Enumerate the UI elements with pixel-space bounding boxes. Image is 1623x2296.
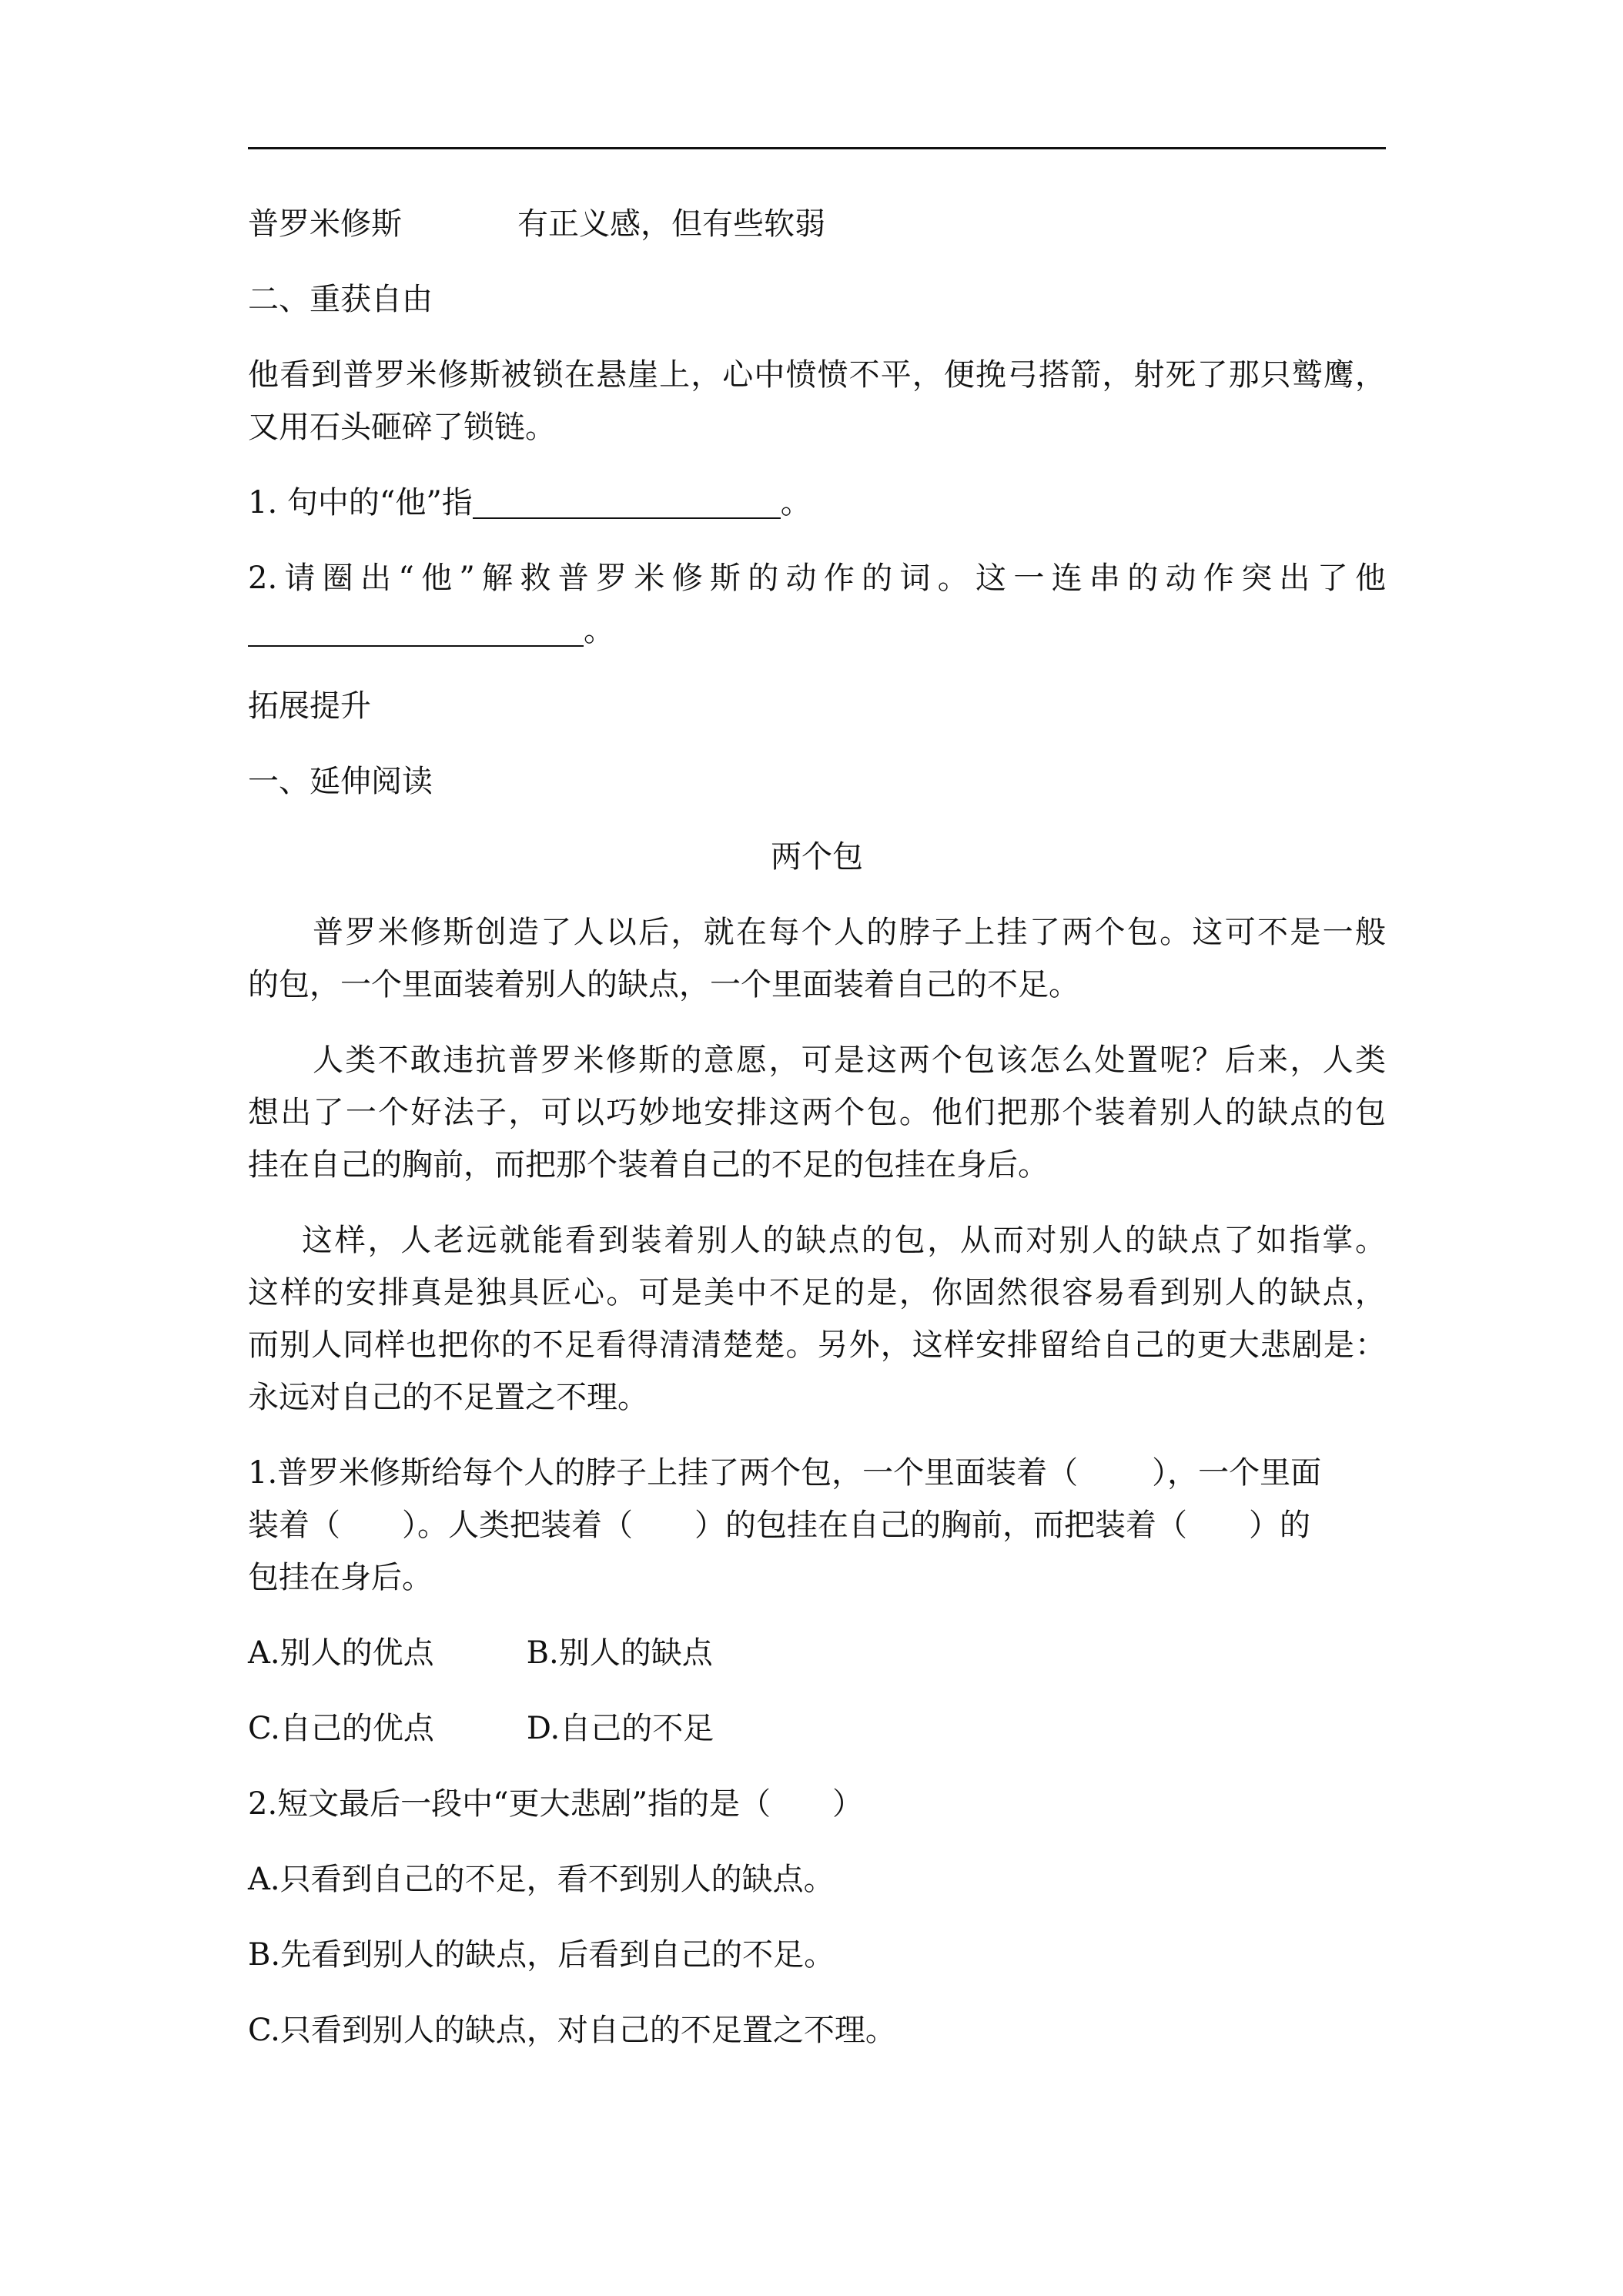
question-text: ）的 <box>1249 1508 1310 1543</box>
question-2-end: 。 <box>584 613 614 648</box>
question-1-line: 包挂在身后。 <box>248 1560 433 1595</box>
question-text: 装着（ <box>248 1508 340 1543</box>
section-heading-extension: 拓展提升 <box>248 688 371 724</box>
character-name: 普罗米修斯 <box>248 206 402 242</box>
article-paragraph-line: 想出了一个好法子，可以巧妙地安排这两个包。他们把那个装着别人的缺点的包 <box>248 1095 1386 1130</box>
header-rule <box>248 147 1386 149</box>
question-text: ），一个里面 <box>1152 1455 1322 1491</box>
article-paragraph-line: 永远对自己的不足置之不理。 <box>248 1380 648 1415</box>
question-text: 1.普罗米修斯给每个人的脖子上挂了两个包，一个里面装着（ <box>248 1455 1079 1491</box>
option-b[interactable]: B.别人的缺点 <box>526 1635 713 1671</box>
option-d[interactable]: D.自己的不足 <box>526 1711 714 1746</box>
article-paragraph-line: 这样的安排真是独具匠心。可是美中不足的是，你固然很容易看到别人的缺点， <box>248 1275 1386 1310</box>
character-trait-row <box>248 200 1386 248</box>
article-paragraph-line: 这样，人老远就能看到装着别人的缺点的包，从而对别人的缺点了如指掌。 <box>302 1223 1386 1258</box>
options-row <box>248 1629 1386 1677</box>
character-trait: 有正义感，但有些软弱 <box>517 206 825 242</box>
option-c[interactable]: C.自己的优点 <box>248 1711 434 1746</box>
article-paragraph-line: 挂在自己的胸前，而把那个装着自己的不足的包挂在身后。 <box>248 1147 1049 1183</box>
answer-blank[interactable] <box>473 484 781 519</box>
article-paragraph-line: 普罗米修斯创造了人以后，就在每个人的脖子上挂了两个包。这可不是一般 <box>313 915 1386 950</box>
question-1-line <box>248 1501 1386 1549</box>
answer-blank[interactable] <box>248 611 584 647</box>
choice-c[interactable]: C.只看到别人的缺点，对自己的不足置之不理。 <box>248 2013 896 2048</box>
question-2-answer-row <box>248 607 1386 654</box>
options-row <box>248 1705 1386 1752</box>
article-paragraph-line: 的包，一个里面装着别人的缺点，一个里面装着自己的不足。 <box>248 967 1079 1002</box>
passage-line: 他看到普罗米修斯被锁在悬崖上，心中愤愤不平，便挽弓搭箭，射死了那只鹫鹰， <box>248 357 1386 393</box>
article-paragraph-line: 而别人同样也把你的不足看得清清楚楚。另外，这样安排留给自己的更大悲剧是： <box>248 1327 1386 1363</box>
passage-line: 又用石头砸碎了锁链。 <box>248 410 556 445</box>
question-1-text: 1. 句中的“他”指 <box>248 485 473 520</box>
section-heading-reading: 一、延伸阅读 <box>248 764 433 799</box>
question-text: ）。人类把装着（ <box>402 1508 633 1543</box>
question-text: ）的包挂在自己的胸前，而把装着（ <box>694 1508 1187 1543</box>
article-title: 两个包 <box>771 839 863 875</box>
option-a[interactable]: A.别人的优点 <box>248 1635 434 1671</box>
question-2-text: 2.请圈出“他”解救普罗米修斯的动作的词。这一连串的动作突出了他 <box>248 561 1386 596</box>
question-1-who <box>248 479 1386 527</box>
article-paragraph-line: 人类不敢违抗普罗米修斯的意愿，可是这两个包该怎么处置呢？后来，人类 <box>313 1043 1386 1078</box>
choice-a[interactable]: A.只看到自己的不足，看不到别人的缺点。 <box>248 1862 835 1897</box>
question-1-line <box>248 1449 1386 1497</box>
question-1-end: 。 <box>780 485 812 520</box>
section-heading-freedom: 二、重获自由 <box>248 282 433 317</box>
question-2-tragedy: 2.短文最后一段中“更大悲剧”指的是（ ） <box>248 1786 864 1822</box>
choice-b[interactable]: B.先看到别人的缺点，后看到自己的不足。 <box>248 1937 835 1973</box>
